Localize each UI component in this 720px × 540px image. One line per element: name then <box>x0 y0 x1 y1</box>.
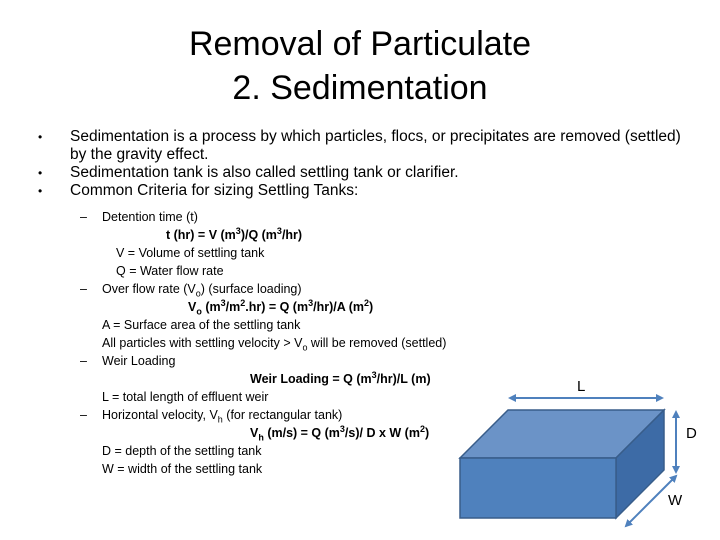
dash-marker: – <box>80 408 87 422</box>
detention-formula: t (hr) = V $(m^3)/Q$ $(m^3/hr)$ <box>166 225 303 242</box>
area-definition: A = Surface area of the settling tank <box>102 318 301 332</box>
horizontal-formula: $V_h$ (m/s) = Q $(m^3/s)/$ D x W $(m^2)$ <box>250 423 430 443</box>
title-line-1: Removal of Particulate <box>188 25 532 63</box>
bullet-text: Sedimentation is a process by which particles, flocs, or precipitates are removed (settled) by the gravity effect. <box>70 128 681 163</box>
weir-heading: Weir Loading <box>102 354 176 368</box>
volume-definition: V = Volume of settling tank <box>116 246 265 260</box>
detention-heading: Detention time (t) <box>102 210 198 224</box>
bullet-dot: • <box>38 184 43 198</box>
dash-marker: – <box>80 354 87 368</box>
overflow-formula: $V_o$ $(m^3/m^2.hr) = Q$ $(m^3/hr)/A$ $(m^2)$ <box>188 297 374 317</box>
width-definition: W = width of the settling tank <box>102 462 263 476</box>
overflow-note: All particles with settling velocity > $V_o$ will be removed (settled) <box>102 336 447 353</box>
bullet-dot: • <box>38 166 43 180</box>
horizontal-heading: Horizontal velocity, $V_h$ (for rectangular tank) <box>102 408 343 425</box>
bullet-text: Common Criteria for sizing Settling Tanks: <box>70 182 359 199</box>
overflow-heading: Over flow rate $(V_o)$ (surface loading) <box>102 282 302 299</box>
flow-definition: Q = Water flow rate <box>116 264 224 278</box>
dash-marker: – <box>80 210 87 224</box>
dash-marker: – <box>80 282 87 296</box>
bullet-dot: • <box>38 130 43 144</box>
weir-formula: Weir Loading = Q $(m^3/hr)/L$ (m) <box>250 369 431 386</box>
title-line-2: 2. Sedimentation <box>232 69 488 107</box>
width-label: W <box>668 492 683 509</box>
length-definition: L = total length of effluent weir <box>102 390 269 404</box>
bullet-text: Sedimentation tank is also called settling tank or clarifier. <box>70 164 459 181</box>
depth-label: D <box>686 425 697 442</box>
tank-front-face <box>460 458 616 518</box>
depth-definition: D = depth of the settling tank <box>102 444 262 458</box>
length-label: L <box>577 378 586 395</box>
